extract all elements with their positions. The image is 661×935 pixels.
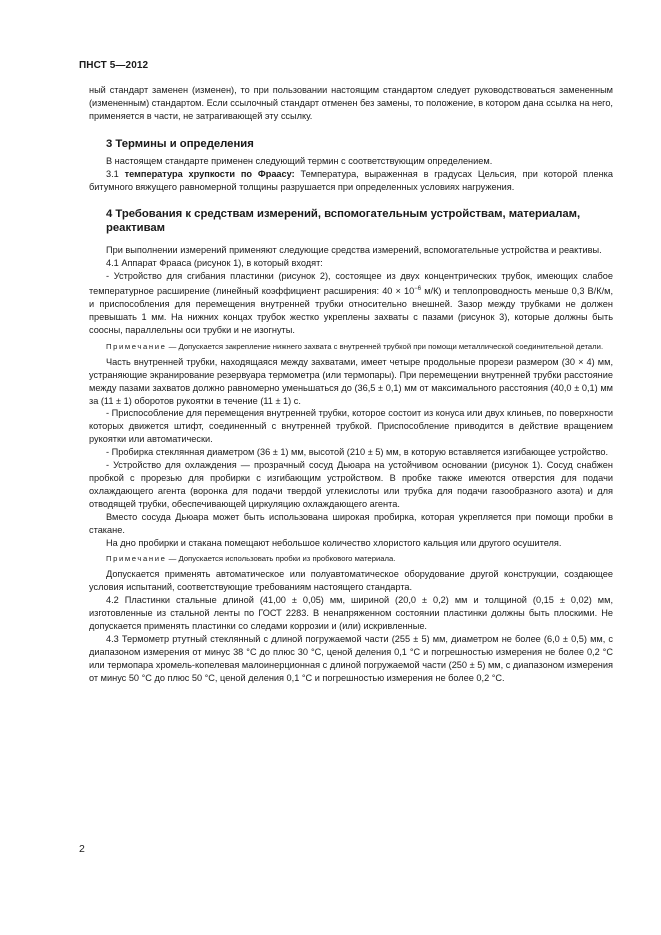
term-definition-paragraph (89, 168, 613, 194)
section-3-heading: 3 Термины и определения (106, 137, 254, 150)
note-1-label: Примечание (106, 341, 167, 351)
term-definition: Температура, выраженная в градусах Цельсия, при которой пленка битумного вяжущего равномерной толщины разрушается при определенных условиях нагружения. (89, 168, 614, 192)
term-number: 3.1 (106, 168, 119, 179)
document-code: ПНСТ 5—2012 (79, 60, 149, 71)
note-2-label: Примечание (106, 554, 167, 564)
cooling-device-paragraph: - Устройство для охлаждения — прозрачный сосуд Дьюара на устойчивом основании (рисунок 1). Сосуд снабжен пробкой с прорезью для пробирки с изгибающим устройством. В пробке также имеются отверстия для подачи охлаждающего агента (воронка для подачи твердой углекислоты или трубка для подачи газообразного азота) и для отводящей трубки, обеспечивающей циркуляцию охлаждающего агента. (89, 460, 613, 509)
section-3-paragraph: В настоящем стандарте применен следующий термин с соответствующим определением. (106, 155, 493, 166)
dewar-alternative-paragraph: Вместо сосуда Дьюара может быть использована широкая пробирка, которая укрепляется при помощи пробки в стакане. (89, 511, 613, 535)
note-1 (89, 341, 613, 352)
clause-4-1: 4.1 Аппарат Фрааса (рисунок 1), в который входят: (106, 258, 323, 269)
inner-tube-paragraph: Часть внутренней трубки, находящаяся между захватами, имеет четыре продольные прорези размером (30 × 4) мм, устраняющие экранирование резервуара термометра (или термопары). При перемещении внутренней трубки расстояние между пазами захватов должно равномерно уменьшаться до (36,5 ± 0,1) мм от максимального расстояния (40,0 ± 0,1) мм за (11 ± 1) оборотов рукоятки в течение (11 ± 1) с. (89, 356, 613, 406)
note-2-text: — Допускается использовать пробки из пробкового материала. (166, 554, 396, 564)
term-name: температура хрупкости по Фраасу: (124, 168, 295, 179)
page-content (89, 84, 613, 685)
bending-device-paragraph: - Устройство для сгибания пластинки (рисунок 2), состоящее из двух концентрических трубок, имеющих слабое температурное расширение (линейный коэффициент расширения: $40 \times 10^{-6}$ м/К) и теплопроводность меньше 0,3 В/К/м, и приспособления для перемещения внутренней трубки относительно внешней. Зазор между трубками не должен превышать 1 мм. На нижних концах трубок жестко укреплены захваты с пазами (рисунок 3), которые должны быть соосны, параллельны оси трубки и не изогнуты. (89, 271, 614, 335)
page-number: 2 (79, 843, 85, 855)
clause-4-2: 4.2 Пластинки стальные длиной (41,00 ± 0,05) мм, шириной (20,0 ± 0,2) мм и толщиной (0,15 ± 0,02) мм, изготовленные из стальной ленты по ГОСТ 2283. В ненапряженном состоянии пластинки должны быть плоскими. Не допускается применять пластинки со следами коррозии и (или) искривленные. (89, 595, 613, 632)
automatic-equipment-paragraph: Допускается применять автоматическое или полуавтоматическое оборудование другой конструкции, создающее условия испытаний, соответствующие требованиям настоящего стандарта. (89, 569, 613, 593)
mechanism-paragraph: - Приспособление для перемещения внутренней трубки, которое состоит из конуса или двух клиньев, по поверхности которых движется штифт, соединенный с внутренней трубкой. Приспособление приводится в действие вращением рукоятки или автоматически. (89, 408, 613, 445)
note-2 (89, 553, 613, 564)
intro-paragraph: ный стандарт заменен (изменен), то при пользовании настоящим стандартом следует руководствоваться замененным (измененным) стандартом. Если ссылочный стандарт отменен без замены, то положение, в котором дана ссылка на него, применяется в части, не затрагивающей эту ссылку. (89, 85, 613, 121)
note-1-text: — Допускается закрепление нижнего захвата с внутренней трубкой при помощи металлической соединительной детали. (166, 341, 604, 351)
calcium-chloride-paragraph: На дно пробирки и стакана помещают небольшое количество хлористого кальция или другого осушителя. (106, 537, 562, 548)
section-4-intro: При выполнении измерений применяют следующие средства измерений, вспомогательные устройства и реактивы. (106, 245, 602, 256)
section-4-heading: 4 Требования к средствам измерений, вспомогательным устройствам, материалам, реактивам (106, 208, 581, 235)
clause-4-3: 4.3 Термометр ртутный стеклянный с длиной погружаемой части (255 ± 5) мм, диаметром не более (6,0 ± 0,5) мм, с диапазоном измерения от минус 38 °С до плюс 30 °С, ценой деления 0,1 °С и погрешностью измерения не более 0,2 °С или термопара хромель-копелевая малоинерционная с длиной погружаемой части (250 ± 5) мм, с диапазоном измерения от минус 50 °С до плюс 50 °С, ценой деления 0,1 °С и погрешностью измерения не более 0,2 °С. (89, 633, 613, 683)
test-tube-paragraph: - Пробирка стеклянная диаметром (36 ± 1) мм, высотой (210 ± 5) мм, в которую вставляется изгибающее устройство. (106, 447, 609, 458)
